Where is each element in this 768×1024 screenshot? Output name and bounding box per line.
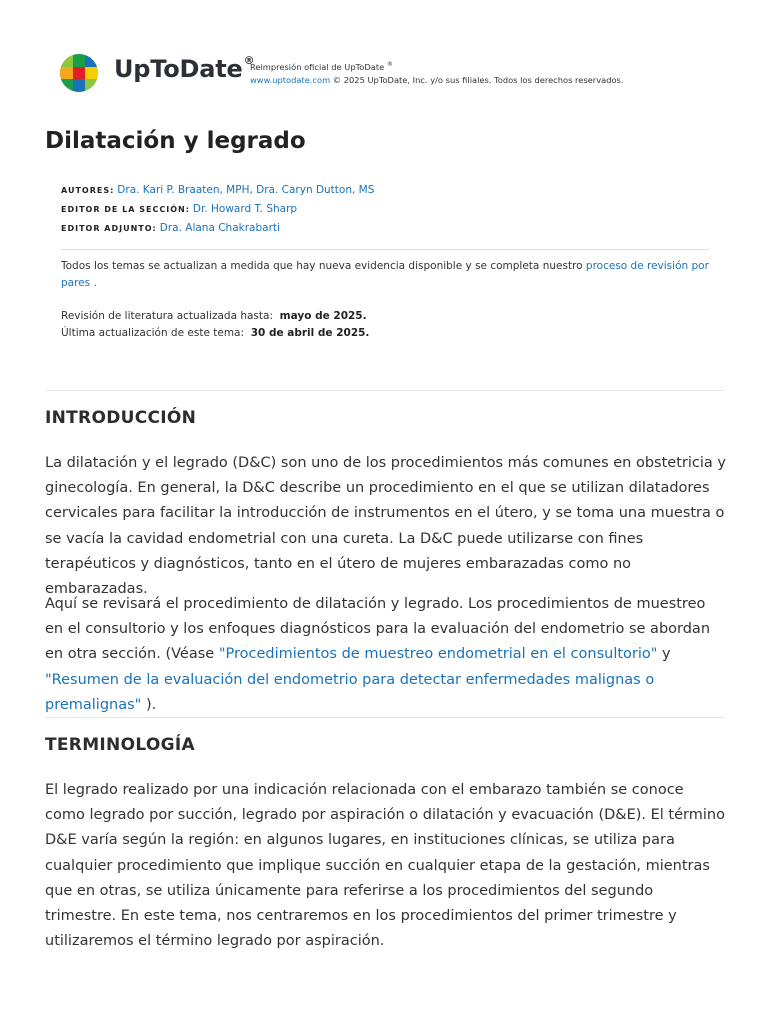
authors-link[interactable]: Dra. Kari P. Braaten, MPH, Dra. Caryn Dutton, MS bbox=[117, 184, 375, 196]
label-separator: : bbox=[110, 186, 114, 195]
update-policy-text: Todos los temas se actualizan a medida que hay nueva evidencia disponible y se completa nuestro bbox=[61, 260, 586, 272]
deputy-editor-row bbox=[61, 219, 374, 238]
brand-registered-mark: ® bbox=[243, 54, 255, 67]
review-dates bbox=[61, 308, 369, 342]
closing-text: ). bbox=[141, 696, 157, 713]
divider bbox=[45, 717, 724, 718]
divider bbox=[61, 249, 709, 250]
update-policy-note bbox=[61, 258, 711, 292]
deputy-editor-link[interactable]: Dra. Alana Chakrabarti bbox=[159, 222, 280, 234]
authors-label: AUTORES bbox=[61, 186, 111, 195]
intro-paragraph-2 bbox=[45, 592, 727, 718]
section-editor-link[interactable]: Dr. Howard T. Sharp bbox=[192, 203, 298, 215]
section-title-introduction: INTRODUCCIÓN bbox=[45, 408, 197, 428]
reprint-registered-mark: ® bbox=[386, 61, 393, 68]
reprint-notice bbox=[250, 58, 624, 87]
last-updated-date bbox=[61, 325, 369, 342]
link-endometrial-evaluation[interactable]: "Resumen de la evaluación del endometrio para detectar enfermedades malignas o premalignas" bbox=[45, 671, 655, 713]
uptodate-website-link[interactable]: www.uptodate.com bbox=[250, 74, 331, 85]
label-separator: : bbox=[152, 224, 156, 233]
peer-review-process-link[interactable]: proceso de revisión por pares . bbox=[61, 260, 709, 289]
reprint-line: Reimpresión oficial de UpToDate bbox=[250, 61, 385, 72]
link-endometrial-sampling[interactable]: "Procedimientos de muestreo endometrial en el consultorio" bbox=[218, 646, 658, 663]
intro-paragraph-2-text: Aquí se revisará el procedimiento de dilatación y legrado. Los procedimientos de muestreo en el consultorio y los enfoques diagnósticos para la evaluación del endometrio se abordan en otra sección. (Véase bbox=[45, 596, 711, 663]
uptodate-logo-icon[interactable] bbox=[59, 53, 99, 93]
divider bbox=[45, 390, 724, 391]
conjunction-text: y bbox=[657, 646, 671, 663]
deputy-editor-label: EDITOR ADJUNTO bbox=[61, 224, 153, 233]
section-editor-label: EDITOR DE LA SECCIÓN bbox=[61, 205, 186, 214]
section-title-terminology: TERMINOLOGÍA bbox=[45, 735, 195, 755]
last-updated-value: 30 de abril de 2025. bbox=[250, 327, 370, 339]
brand-text: UpToDate bbox=[114, 55, 243, 83]
terminology-paragraph-1: El legrado realizado por una indicación relacionada con el embarazo también se conoce como legrado por succión, legrado por aspiración o dilatación y evacuación (D&E). El término D&E varía según la región: en algunos lugares, en instituciones clínicas, se utiliza para cualquier procedimiento que implique succión en cualquier etapa de la gestación, mientras que en otras, se utiliza únicamente para referirse a los procedimientos del segundo trimestre. En este tema, nos centraremos en los procedimientos del primer trimestre y utilizaremos el término legrado por aspiración. bbox=[45, 782, 725, 950]
literature-review-value: mayo de 2025. bbox=[279, 310, 367, 322]
authors-row bbox=[61, 181, 374, 200]
section-editor-row bbox=[61, 200, 374, 219]
label-separator: : bbox=[185, 205, 189, 214]
copyright-text: © 2025 UpToDate, Inc. y/o sus filiales. Todos los derechos reservados. bbox=[330, 74, 624, 85]
literature-review-label: Revisión de literatura actualizada hasta: bbox=[61, 310, 273, 322]
intro-paragraph-1: La dilatación y el legrado (D&C) son uno de los procedimientos más comunes en obstetricia y ginecología. En general, la D&C describe un procedimiento en el que se utilizan dilatadores cervicales para facilitar la introducción de instrumentos en el útero, y se toma una muestra o se vacía la cavidad endometrial con una cureta. La D&C puede utilizarse con fines terapéuticos y diagnósticos, tanto en el útero de mujeres embarazadas como no embarazadas. bbox=[45, 455, 726, 598]
contributors-block bbox=[61, 181, 374, 238]
brand-name[interactable] bbox=[114, 55, 254, 83]
last-updated-label: Última actualización de este tema: bbox=[61, 327, 245, 339]
page-title: Dilatación y legrado bbox=[45, 128, 306, 154]
literature-review-date bbox=[61, 308, 369, 325]
site-header bbox=[59, 53, 749, 95]
